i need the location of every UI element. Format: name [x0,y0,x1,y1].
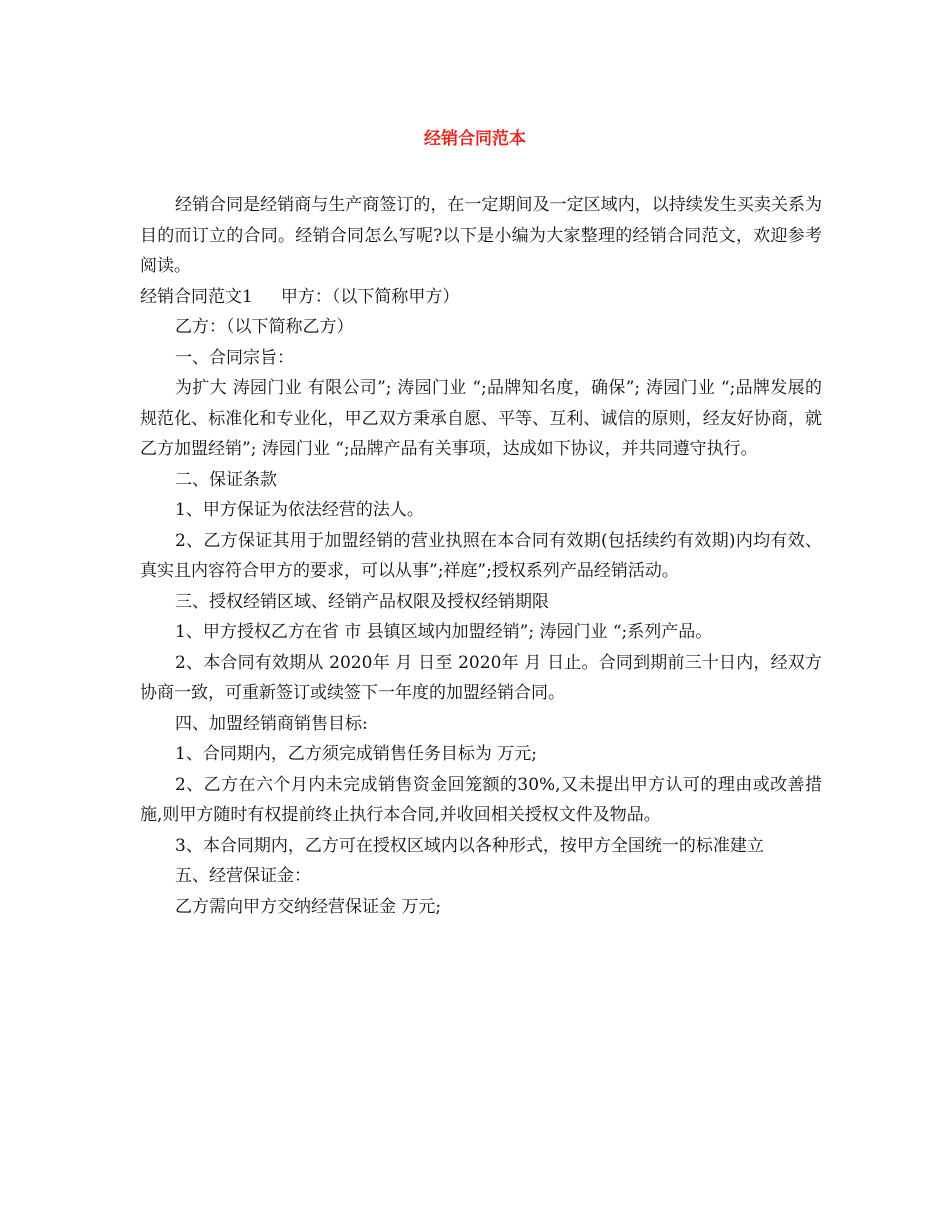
section-2-item-1: 1、甲方保证为依法经营的法人。 [175,500,424,520]
section-4-item-2: 2、乙方在六个月内未完成销售资金回笼额的30%,又未提出甲方认可的理由或改善措施,则甲方随时有权提前终止执行本合同,并收回相关授权文件及物品。 [140,774,822,825]
section-4-item-1: 1、合同期内，乙方须完成销售任务目标为 万元; [175,744,537,764]
section-3-item-2: 2、本合同有效期从 2020年 月 日至 2020年 月 日止。合同到期前三十日内，经双方协商一致，可重新签订或续签下一年度的加盟经销合同。 [140,652,822,703]
party-b-line: 乙方：（以下简称乙方） [175,317,354,337]
section-2-heading: 二、保证条款 [175,469,277,490]
document-body [140,190,822,922]
section-3-heading: 三、授权经销区域、经销产品权限及授权经销期限 [175,591,549,612]
intro-paragraph: 经销合同是经销商与生产商签订的，在一定期间及一定区域内，以持续发生买卖关系为目的而订立的合同。经销合同怎么写呢?以下是小编为大家整理的经销合同范文，欢迎参考阅读。 [140,195,822,276]
section-4-heading: 四、加盟经销商销售目标: [175,713,368,734]
section-5-body: 乙方需向甲方交纳经营保证金 万元; [175,896,442,917]
document-title: 经销合同范本 [424,129,526,149]
section-4-item-3: 3、本合同期内，乙方可在授权区域内以各种形式，按甲方全国统一的标准建立 [175,835,764,856]
section-5-heading: 五、经营保证金： [175,866,311,886]
section-3-item-1: 1、甲方授权乙方在省 市 县镇区域内加盟经销”; 涛园门业 “;系列产品。 [175,622,713,642]
section-1-body: 为扩大 涛园门业 有限公司”; 涛园门业 “;品牌知名度，确保”; 涛园门业 “;品牌发展的规范化、标准化和专业化，甲乙双方秉承自愿、平等、互利、诚信的原则，经友好协商，就乙方加盟经销”; 涛园门业 “;品牌产品有关事项，达成如下协议，并共同遵守执行。 [140,378,822,459]
sample-heading-line [140,282,822,313]
sample-label: 经销合同范文1 [140,286,253,307]
section-1-heading: 一、合同宗旨： [175,347,294,368]
party-a-line: 甲方：（以下简称甲方） [280,286,460,307]
section-2-item-2: 2、乙方保证其用于加盟经销的营业执照在本合同有效期(包括续约有效期)内均有效、真实且内容符合甲方的要求，可以从事”;祥庭”;授权系列产品经销活动。 [140,530,822,581]
